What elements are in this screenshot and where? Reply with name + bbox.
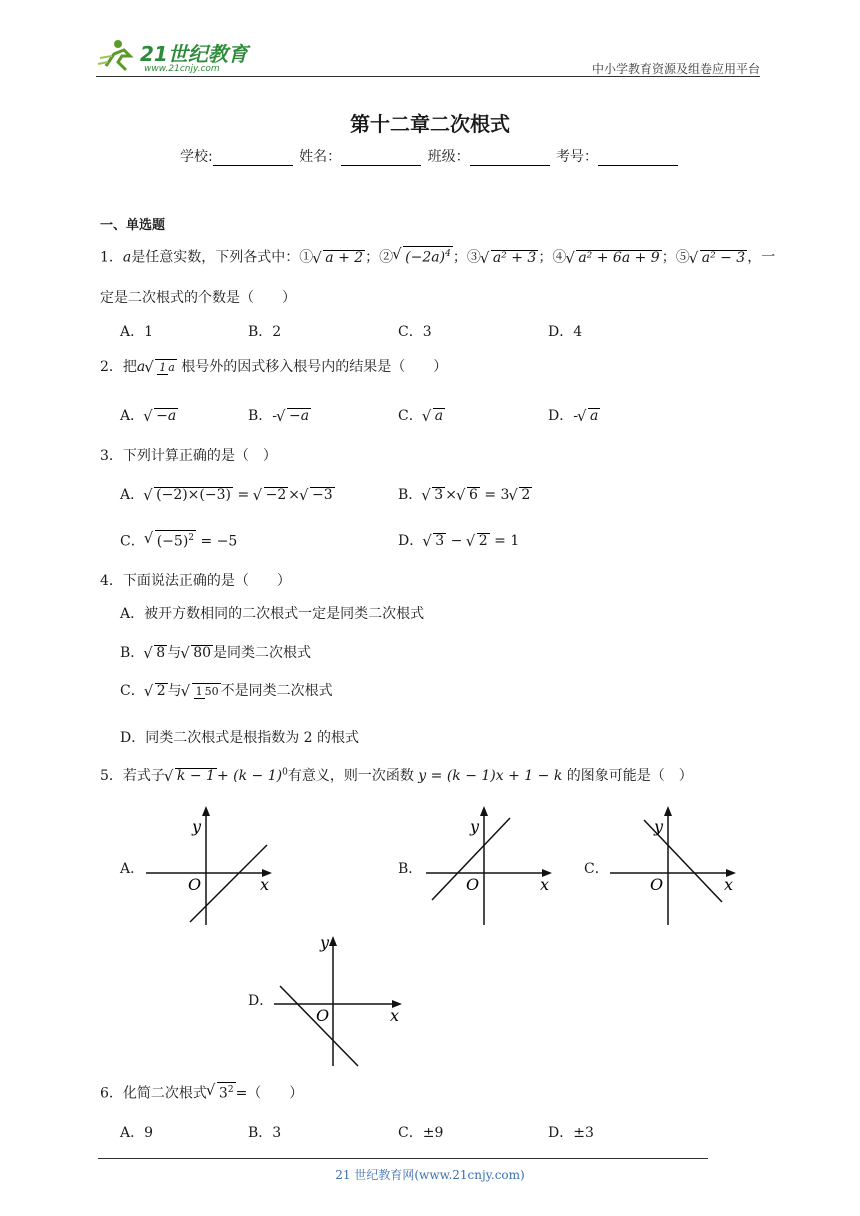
question-4-stem: 4．下面说法正确的是（ ） bbox=[100, 573, 291, 589]
q5-graph-a bbox=[142, 800, 282, 930]
section-heading: 一、单选题 bbox=[100, 218, 166, 233]
q4-option-d: D．同类二次根式是根指数为 2 的根式 bbox=[120, 730, 360, 746]
q1-expr-4: √ a² + 6a + 9 bbox=[566, 250, 661, 266]
x-axis-label: x bbox=[390, 1006, 400, 1025]
question-1-stem bbox=[100, 246, 775, 267]
x-axis-label: x bbox=[724, 875, 734, 894]
q3-option-b: B．√ 3 ×√ 6 = 3√ 2 bbox=[398, 484, 532, 504]
q4-option-c: C．√ 2 与√ 1 50 不是同类二次根式 bbox=[120, 680, 333, 700]
x-axis-label: x bbox=[540, 875, 550, 894]
logo-url: www.21cnjy.com bbox=[144, 64, 220, 74]
q2-option-c: C．√ a bbox=[398, 405, 445, 425]
q4-option-a: A．被开方数相同的二次根式一定是同类二次根式 bbox=[120, 606, 425, 622]
q3-option-d: D．√ 3 − √ 2 = 1 bbox=[398, 530, 519, 550]
q1-option-c: C．3 bbox=[398, 324, 432, 340]
q1-option-d: D．4 bbox=[548, 324, 583, 340]
q1-sep-5: ；⑤ bbox=[661, 249, 690, 266]
question-3-stem: 3．下列计算正确的是（ ） bbox=[100, 448, 277, 464]
site-logo bbox=[96, 36, 256, 76]
footer-link[interactable]: 21 世纪教育网(www.21cnjy.com) bbox=[335, 1168, 525, 1182]
q4-option-b: B．√ 8 与√ 80 是同类二次根式 bbox=[120, 642, 311, 662]
header-platform-text: 中小学教育资源及组卷应用平台 bbox=[591, 62, 760, 76]
exam-no-label: 考号： bbox=[556, 149, 599, 165]
q1-expr-2: √ $(-2a)^4$ bbox=[393, 246, 453, 266]
header-divider bbox=[96, 76, 760, 77]
q1-expr-5: √ a² − 3 bbox=[690, 250, 748, 266]
class-blank bbox=[470, 151, 550, 166]
q5-graph-d bbox=[270, 930, 410, 1070]
footer-divider bbox=[98, 1158, 708, 1159]
q6-option-a: A．9 bbox=[120, 1125, 154, 1141]
school-label: 学校: bbox=[179, 149, 213, 165]
q1-number: 1． bbox=[100, 249, 123, 266]
q6-option-b: B．3 bbox=[248, 1125, 282, 1141]
q1-option-a: A．1 bbox=[120, 324, 154, 340]
q1-expr-3: √ a² + 3 bbox=[481, 250, 539, 266]
q5-graph-c bbox=[606, 800, 746, 930]
q1-var: a bbox=[122, 249, 132, 266]
q1-expr-1: √ a + 2 bbox=[313, 250, 365, 266]
q2-option-d: D．‐√ a bbox=[548, 405, 600, 425]
q2-radical: √ 1 a bbox=[145, 359, 177, 375]
q2-option-a: A．√ −a bbox=[120, 405, 178, 425]
y-axis-label: y bbox=[192, 817, 202, 836]
q5-option-d-label: D． bbox=[248, 993, 274, 1009]
question-1-line-2: 定是二次根式的个数是（ ） bbox=[100, 290, 296, 306]
origin-label: O bbox=[650, 875, 664, 894]
q2-number: 2．把 bbox=[100, 359, 137, 375]
question-2-stem bbox=[100, 356, 447, 376]
question-5-stem: 5．若式子√ $k - 1 + (k - 1)^0$有意义，则一次函数 y = (k − 1)x + 1 − k 的图象可能是（ ） bbox=[100, 765, 693, 785]
q5-option-b-label: B． bbox=[398, 861, 423, 877]
x-axis-label: x bbox=[260, 875, 270, 894]
page-title: 第十二章二次根式 bbox=[350, 112, 510, 136]
name-label: 姓名： bbox=[299, 149, 342, 165]
y-axis-label: y bbox=[320, 933, 330, 952]
name-blank bbox=[341, 151, 421, 166]
q2-text: 根号外的因式移入根号内的结果是（ ） bbox=[181, 359, 448, 375]
q5-graph-b bbox=[422, 800, 562, 930]
q1-sep-4: ；④ bbox=[538, 249, 567, 266]
school-blank bbox=[213, 151, 293, 166]
q1-sep-2: ；② bbox=[365, 249, 394, 266]
question-6-stem: 6．化简二次根式√ $3^2$ =（ ） bbox=[100, 1082, 303, 1103]
student-info-line bbox=[0, 146, 860, 166]
origin-label: O bbox=[466, 875, 480, 894]
y-axis-label: y bbox=[654, 817, 664, 836]
logo-text: 21世纪教育 bbox=[140, 42, 248, 66]
q2-var: a bbox=[136, 359, 146, 375]
y-axis-label: y bbox=[470, 817, 480, 836]
origin-label: O bbox=[316, 1006, 330, 1025]
q2-option-b: B．‐√ −a bbox=[248, 405, 311, 425]
q1-tail: ，一 bbox=[747, 249, 776, 266]
q6-option-d: D．±3 bbox=[548, 1125, 594, 1141]
q5-option-a-label: A． bbox=[120, 861, 145, 877]
q1-option-b: B．2 bbox=[248, 324, 282, 340]
q3-option-c: C．√ $(-5)^2 = -5$ bbox=[120, 530, 237, 551]
q1-sep-3: ；③ bbox=[452, 249, 481, 266]
q6-option-c: C．±9 bbox=[398, 1125, 444, 1141]
q3-option-a: A．√ (−2)×(−3) = √ −2 ×√ −3 bbox=[120, 484, 335, 504]
exam-no-blank bbox=[598, 151, 678, 166]
origin-label: O bbox=[188, 875, 202, 894]
q5-option-c-label: C． bbox=[584, 861, 609, 877]
q1-text: 是任意实数，下列各式中：① bbox=[131, 249, 314, 266]
class-label: 班级： bbox=[427, 149, 470, 165]
